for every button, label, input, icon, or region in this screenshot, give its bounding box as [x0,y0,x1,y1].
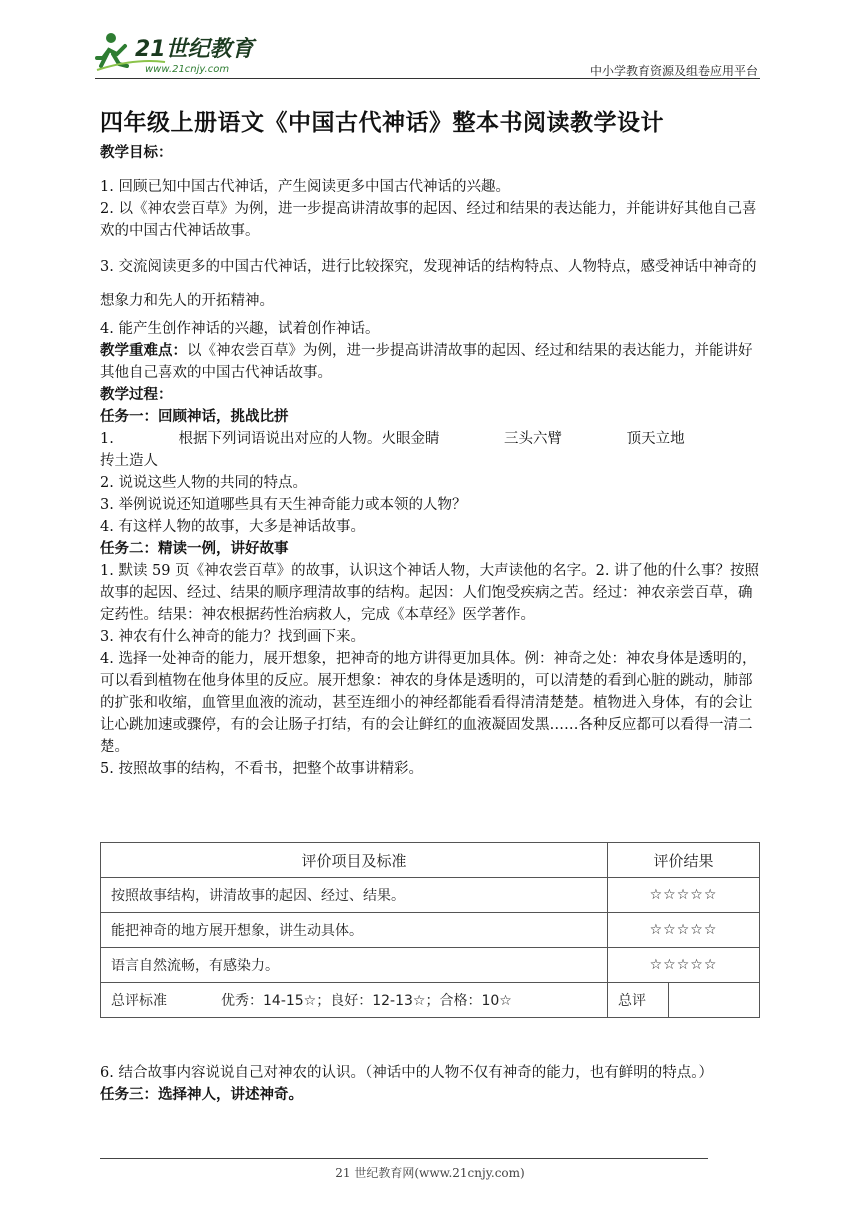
goal-item: 4. 能产生创作神话的兴趣，试着创作神话。 [100,321,380,337]
summary-result-value [669,983,760,1018]
svg-text:21世纪教育: 21世纪教育 [135,37,254,62]
header-result: 评价结果 [608,843,760,878]
table-row [101,913,760,948]
task3-heading: 任务三：选择神人，讲述神奇。 [100,1087,303,1103]
summary-label: 总评标准 [101,983,212,1018]
document-title: 四年级上册语文《中国古代神话》整本书阅读教学设计 [100,110,664,136]
criteria-cell: 按照故事结构，讲清故事的起因、经过、结果。 [101,878,608,913]
goals-heading: 教学目标： [100,145,173,161]
platform-name: 中小学教育资源及组卷应用平台 [589,64,758,78]
page-footer: 21 世纪教育网(www.21cnjy.com) [335,1166,525,1180]
page-header [95,28,760,80]
key-points-label: 教学重难点： [100,343,187,359]
key-points-text: 以《神农尝百草》为例，进一步提高讲清故事的起因、经过和结果的表达能力，并能讲好其他自己喜欢的中国古代神话故事。 [100,343,753,381]
table-row [101,948,760,983]
task2-heading: 任务二：精读一例，讲好故事 [100,541,289,557]
summary-row [101,983,760,1018]
task1-item: 3. 举例说说还知道哪些具有天生神奇能力或本领的人物？ [100,497,467,513]
criteria-cell: 能把神奇的地方展开想象，讲生动具体。 [101,913,608,948]
after-table-section [100,1062,762,1106]
task1-heading: 任务一：回顾神话，挑战比拼 [100,409,289,425]
criteria-cell: 语言自然流畅，有感染力。 [101,948,608,983]
task1-item: 1. 根据下列词语说出对应的人物。火眼金睛 三头六臂 顶天立地 抟土造人 [100,431,685,469]
evaluation-table-wrap [100,842,760,1018]
summary-result-label: 总评 [608,983,669,1018]
task1-item: 2. 说说这些人物的共同的特点。 [100,475,307,491]
goal-item: 2. 以《神农尝百草》为例，进一步提高讲清故事的起因、经过和结果的表达能力，并能讲好其他自己喜欢的中国古代神话故事。 [100,201,757,239]
task2-item: 5. 按照故事的结构，不看书，把整个故事讲精彩。 [100,761,423,777]
evaluation-table [100,842,760,1018]
footer-divider [100,1158,708,1159]
process-heading: 教学过程： [100,387,173,403]
task2-item: 1. 默读 59 页《神农尝百草》的故事，认识这个神话人物，大声读他的名字。2. 讲了他的什么事？按照故事的起因、经过、结果的顺序理清故事的结构。起因：人们饱受疾病之苦。经过：神农亲尝百草，确定药性。结果：神农根据药性治病救人，完成《本草经》医学著作。 [100,563,760,623]
goal-item: 3. 交流阅读更多的中国古代神话，进行比较探究，发现神话的结构特点、人物特点，感受神话中神奇的想象力和先人的开拓精神。 [100,259,757,309]
goal-item: 1. 回顾已知中国古代神话，产生阅读更多中国古代神话的兴趣。 [100,179,510,195]
document-body [100,108,762,780]
key-points [100,340,762,384]
star-rating: ☆☆☆☆☆ [608,913,760,948]
header-divider [95,78,760,79]
table-row [101,878,760,913]
summary-standard: 优秀：14-15☆；良好：12-13☆；合格：10☆ [211,983,608,1018]
star-rating: ☆☆☆☆☆ [608,948,760,983]
svg-text:www.21cnjy.com: www.21cnjy.com [145,64,230,75]
task2-item: 4. 选择一处神奇的能力，展开想象，把神奇的地方讲得更加具体。例：神奇之处：神农身体是透明的，可以看到植物在他身体里的反应。展开想象：神农的身体是透明的，可以清楚的看到心脏的跳动，肺部的扩张和收缩，血管里血液的流动，甚至连细小的神经都能看看得清清楚楚。植物进入身体，有的会让让心跳加速或骤停，有的会让肠子打结，有的会让鲜红的血液凝固发黑……各种反应都可以看得一清二楚。 [100,651,757,755]
task2-item: 6. 结合故事内容说说自己对神农的认识。（神话中的人物不仅有神奇的能力，也有鲜明的特点。） [100,1065,713,1081]
task1-item: 4. 有这样人物的故事，大多是神话故事。 [100,519,365,535]
star-rating: ☆☆☆☆☆ [608,878,760,913]
site-logo [95,28,295,78]
table-header-row [101,843,760,878]
header-item: 评价项目及标准 [101,843,608,878]
task2-item: 3. 神农有什么神奇的能力？找到画下来。 [100,629,365,645]
